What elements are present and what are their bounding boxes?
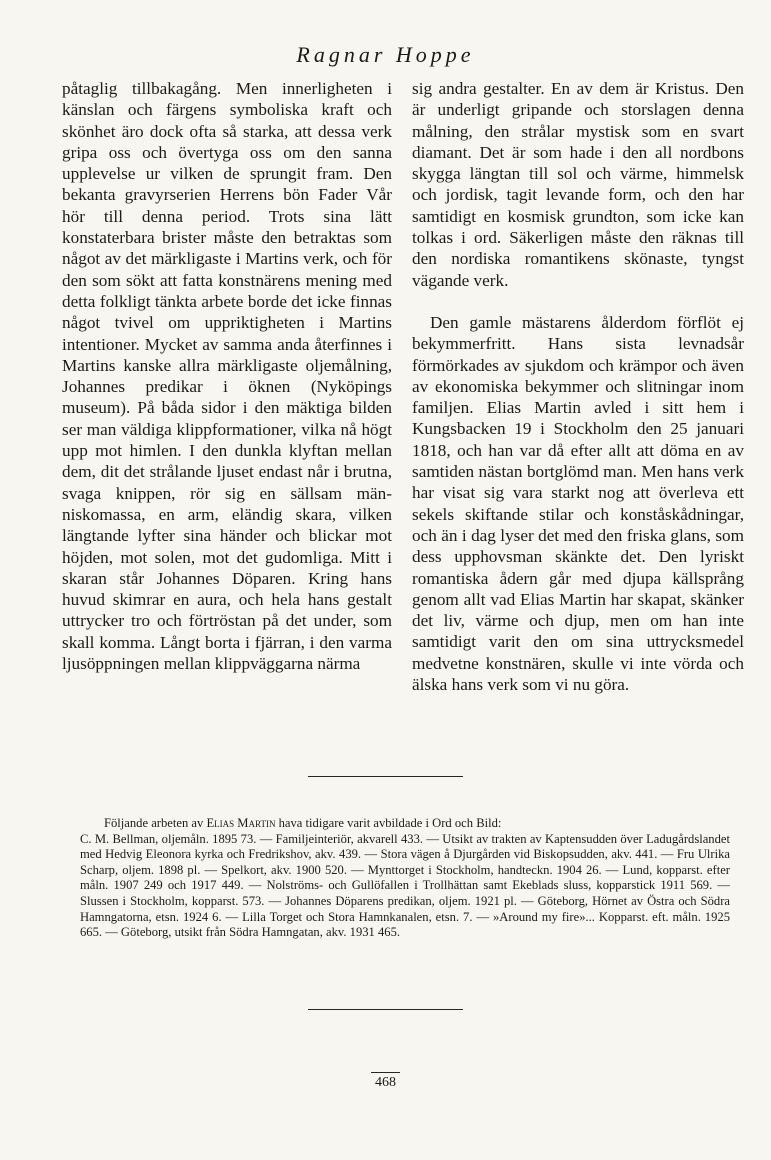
right-paragraph-2: Den gamle mästarens ålderdom förflöt ej bekymmerfritt. Hans sista levnadsår förmörkades av sjukdom och krämpor och även av ekonomiska bekymmer och slitningar inom familjen. Elias Martin avled i sitt hem i Kungsbacken 19 i Stockholm den 25 januari 1818, och han var då efter allt att döma en av samtiden nästan bortglömd man. Men hans verk har visat sig vara starkt nog att överleva ett sekels skiftande stilar och konståskådningar, och än i dag lyser det med den friska glans, som dess upphovsman skänkte det. Den lyriskt romantiska ådern går med djupa källsprång genom allt vad Elias Martin har skapat, skänker det liv, värme och djup, men om han inte samtidigt varit den om sina uttrycksmedel medvetne konstnären, skulle vi inte vörda och älska hans verk som vi nu göra.: [412, 312, 744, 695]
running-head: Ragnar Hoppe: [296, 42, 475, 67]
footnote-intro: [80, 816, 730, 832]
right-column: [412, 78, 744, 695]
footnote-intro-after: hava tidigare varit avbildade i Ord och Bild:: [275, 816, 502, 830]
section-divider-top: [308, 776, 463, 777]
page-number: 468: [371, 1072, 400, 1090]
section-divider-bottom: [308, 1009, 463, 1010]
footnote-intro-before: Följande arbeten av: [104, 816, 207, 830]
footnote: [80, 816, 730, 941]
footnote-body: C. M. Bellman, oljemåln. 1895 73. — Familjeinteriör, akvarell 433. — Utsikt av trakten av Kaptensudden över Ladugårdslandet med Hedvig Eleonora kyrka och Fredrikshov, akv. 439. — Stora vägen å Djurgården vid Biskopsudden, akv. 441. — Fru Ulrika Scharp, oljem. 1898 pl. — Spelkort, akv. 1900 520. — Mynttorget i Stockholm, handteckn. 1904 26. — Lund, kopparst. efter måln. 1907 249 och 1917 449. — Nolströms- och Gullöfallen i Trollhättan samt Ekeblads sluss, kopparstick 1911 569. — Slussen i Stockholm, kopparst. 573. — Johannes Döparens predikan, oljem. 1921 pl. — Göteborg, Hörnet av Östra och Södra Hamngatorna, etsn. 1924 6. — Lilla Torget och Stora Hamnkanalen, etsn. 7. — »Around my fire»... Kopparst. eft. måln. 1925 665. — Göteborg, utsikt från Södra Hamngatan, akv. 1931 465.: [80, 831, 730, 940]
footnote-artist-name: Elias Martin: [206, 816, 276, 830]
left-paragraph-1: påtaglig tillbakagång. Men innerligheten i känslan och färgens symboliska kraft och skönhet äro dock ofta så starka, att dessa verk gripa oss och övertyga oss om den sanna upplevelse ur vilken de sprungit fram. Den bekanta gravyrserien Herrens bön Fader Vår hör till denna period. Trots sina lätt konstaterbara brister måste den betraktas som något av det märkligaste i Martins verk, och för den som sökt att fatta konstnärens mening med detta folkligt tänkta arbete borde det icke finnas något tvivel om uppriktigheten i Martins intentioner. Mycket av samma anda återfinnes i Martins kanske allra märkligaste oljemålning, Johannes predikar i öknen (Nyköpings museum). På båda sidor i den mäktiga bilden ser man väldiga klippformationer, vilka nå högt upp mot himlen. I den dunkla klyftan mellan dem, dit det strålande ljuset endast når i brutna, svaga knippen, rör sig en sällsam människomassa, en arm, eländig skara, vilken längtande lyfter sina händer och blickar mot höjden, mot solen, mot det gudomliga. Mitt i skaran står Johannes Döparen. Kring hans huvud skimrar en aura, och hela hans gestalt uttrycker tro och förtröstan på det under, som skall komma. Långt borta i fjärran, i den varma ljusöppningen mellan klippväggarna närma: [62, 79, 392, 674]
page-number-wrap: [0, 1075, 771, 1091]
left-column: [62, 78, 392, 674]
right-paragraph-1: sig andra gestalter. En av dem är Kristus. Den är underligt gripande och storslagen denna målning, den strålar mystisk som en svart diamant. Det är som hade i den all nordbons skygga längtan till sol och värme, himmelsk och jordisk, tagit levande form, och den har samtidigt en kosmisk grundton, som icke kan tolkas i ord. Säkerligen måste den räknas till den nordiska romantikens skönaste, tyngst vägande verk.: [412, 79, 744, 290]
